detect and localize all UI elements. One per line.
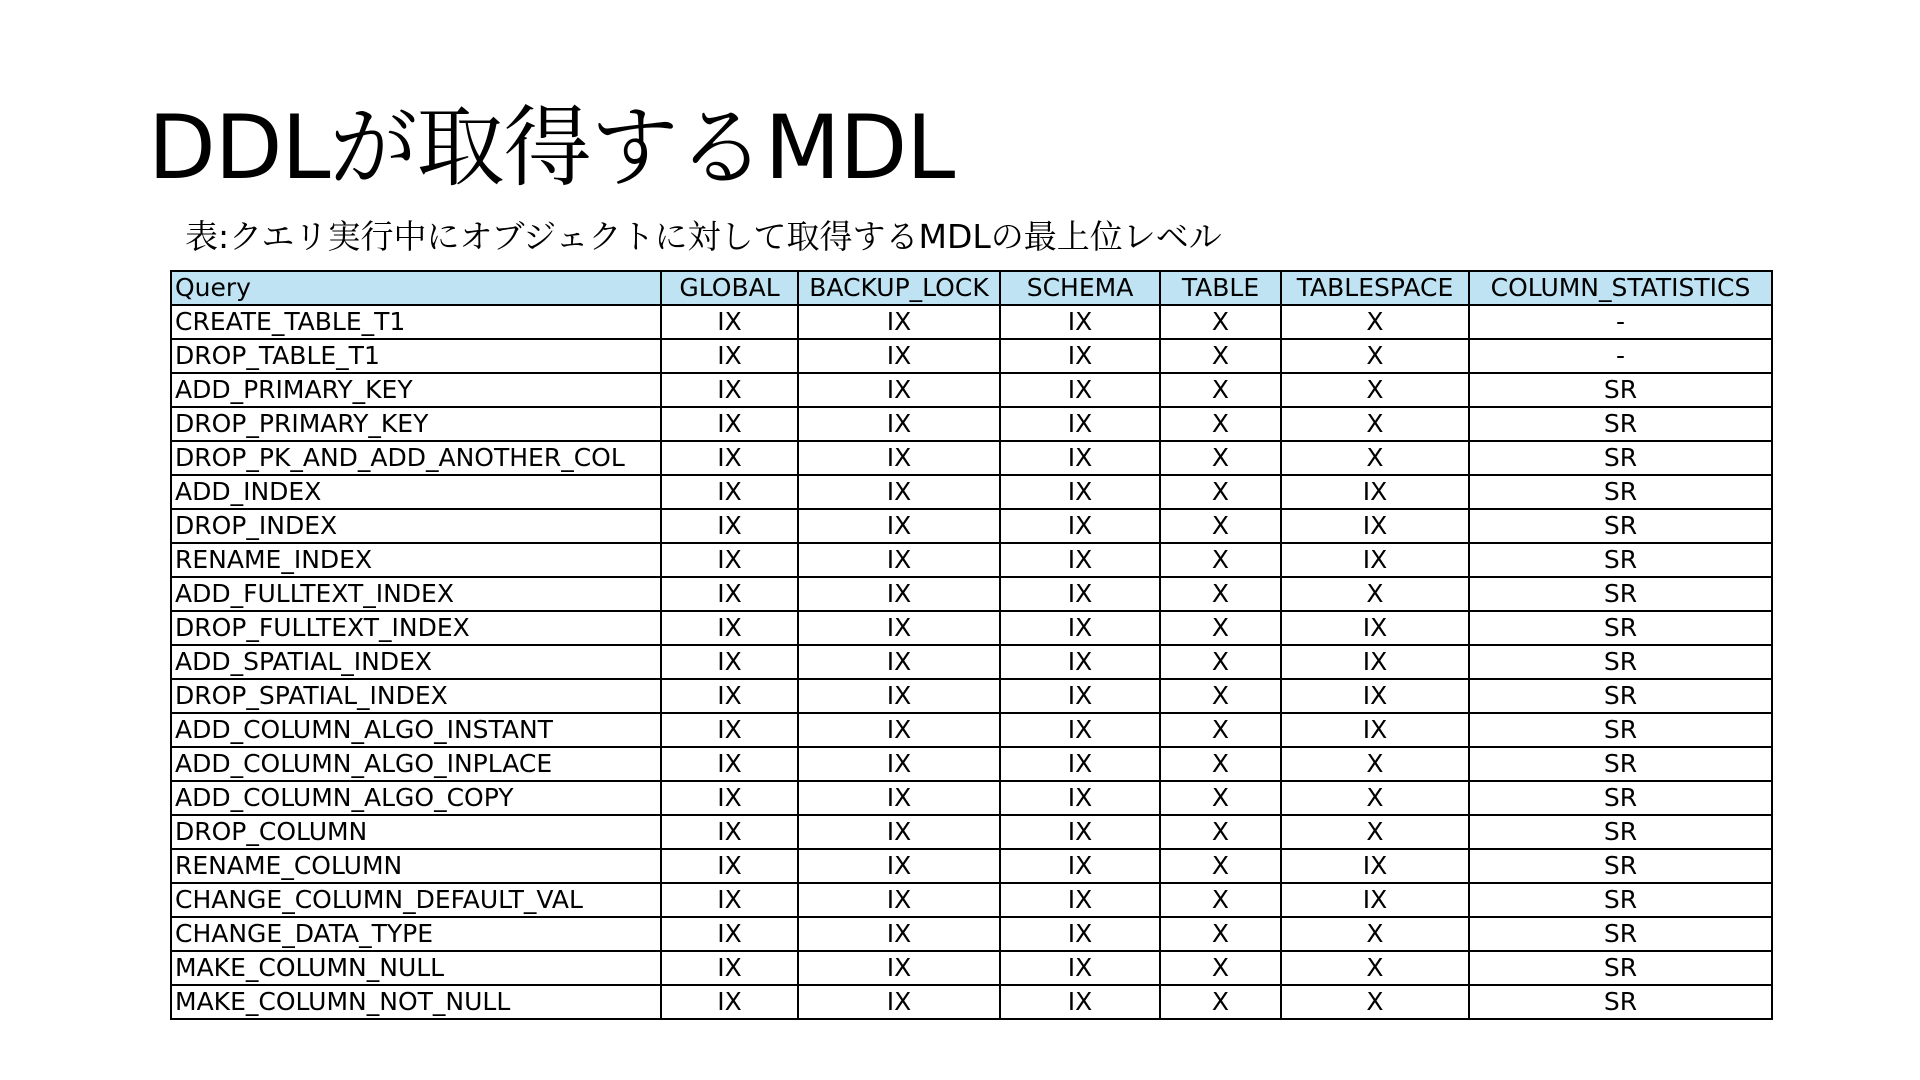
cell-table: X	[1160, 917, 1281, 951]
cell-column-statistics: SR	[1469, 951, 1772, 985]
cell-table: X	[1160, 509, 1281, 543]
cell-backup-lock: IX	[798, 679, 1000, 713]
cell-backup-lock: IX	[798, 373, 1000, 407]
cell-query: DROP_PK_AND_ADD_ANOTHER_COL	[171, 441, 661, 475]
cell-column-statistics: SR	[1469, 781, 1772, 815]
cell-query: ADD_COLUMN_ALGO_COPY	[171, 781, 661, 815]
cell-column-statistics: SR	[1469, 407, 1772, 441]
slide-title: DDLが取得するMDL	[148, 96, 955, 199]
table-row	[171, 577, 1772, 611]
cell-column-statistics: SR	[1469, 611, 1772, 645]
cell-table: X	[1160, 577, 1281, 611]
cell-query: DROP_TABLE_T1	[171, 339, 661, 373]
cell-global: IX	[661, 407, 798, 441]
table-row	[171, 339, 1772, 373]
cell-tablespace: X	[1281, 747, 1469, 781]
column-header-schema: SCHEMA	[1000, 271, 1160, 305]
cell-tablespace: IX	[1281, 475, 1469, 509]
cell-backup-lock: IX	[798, 441, 1000, 475]
cell-backup-lock: IX	[798, 951, 1000, 985]
cell-query: CREATE_TABLE_T1	[171, 305, 661, 339]
cell-table: X	[1160, 781, 1281, 815]
cell-tablespace: X	[1281, 373, 1469, 407]
column-header-backup-lock: BACKUP_LOCK	[798, 271, 1000, 305]
cell-query: ADD_PRIMARY_KEY	[171, 373, 661, 407]
table-row	[171, 475, 1772, 509]
cell-schema: IX	[1000, 917, 1160, 951]
cell-tablespace: IX	[1281, 849, 1469, 883]
cell-table: X	[1160, 747, 1281, 781]
cell-table: X	[1160, 373, 1281, 407]
cell-backup-lock: IX	[798, 747, 1000, 781]
cell-global: IX	[661, 509, 798, 543]
cell-schema: IX	[1000, 713, 1160, 747]
cell-table: X	[1160, 815, 1281, 849]
cell-global: IX	[661, 577, 798, 611]
cell-global: IX	[661, 339, 798, 373]
cell-tablespace: IX	[1281, 509, 1469, 543]
cell-backup-lock: IX	[798, 611, 1000, 645]
cell-schema: IX	[1000, 679, 1160, 713]
cell-column-statistics: SR	[1469, 543, 1772, 577]
cell-global: IX	[661, 441, 798, 475]
table-row	[171, 543, 1772, 577]
table-row	[171, 781, 1772, 815]
cell-tablespace: IX	[1281, 645, 1469, 679]
cell-schema: IX	[1000, 611, 1160, 645]
table-body	[171, 305, 1772, 1019]
cell-query: DROP_INDEX	[171, 509, 661, 543]
cell-global: IX	[661, 815, 798, 849]
cell-global: IX	[661, 713, 798, 747]
cell-backup-lock: IX	[798, 781, 1000, 815]
cell-backup-lock: IX	[798, 985, 1000, 1019]
cell-tablespace: IX	[1281, 611, 1469, 645]
cell-table: X	[1160, 441, 1281, 475]
cell-query: RENAME_COLUMN	[171, 849, 661, 883]
cell-column-statistics: SR	[1469, 917, 1772, 951]
table-header-row	[171, 271, 1772, 305]
cell-query: ADD_INDEX	[171, 475, 661, 509]
cell-column-statistics: SR	[1469, 441, 1772, 475]
column-header-tablespace: TABLESPACE	[1281, 271, 1469, 305]
cell-schema: IX	[1000, 815, 1160, 849]
cell-table: X	[1160, 543, 1281, 577]
cell-tablespace: IX	[1281, 713, 1469, 747]
cell-column-statistics: SR	[1469, 849, 1772, 883]
cell-global: IX	[661, 951, 798, 985]
cell-backup-lock: IX	[798, 713, 1000, 747]
cell-backup-lock: IX	[798, 407, 1000, 441]
cell-global: IX	[661, 305, 798, 339]
table-row	[171, 679, 1772, 713]
cell-tablespace: IX	[1281, 883, 1469, 917]
cell-global: IX	[661, 985, 798, 1019]
cell-query: ADD_FULLTEXT_INDEX	[171, 577, 661, 611]
cell-tablespace: X	[1281, 305, 1469, 339]
cell-query: MAKE_COLUMN_NOT_NULL	[171, 985, 661, 1019]
cell-tablespace: X	[1281, 781, 1469, 815]
cell-backup-lock: IX	[798, 917, 1000, 951]
cell-global: IX	[661, 781, 798, 815]
cell-column-statistics: SR	[1469, 475, 1772, 509]
cell-backup-lock: IX	[798, 577, 1000, 611]
cell-query: ADD_COLUMN_ALGO_INSTANT	[171, 713, 661, 747]
cell-query: MAKE_COLUMN_NULL	[171, 951, 661, 985]
cell-schema: IX	[1000, 339, 1160, 373]
cell-column-statistics: SR	[1469, 679, 1772, 713]
table-row	[171, 747, 1772, 781]
mdl-table	[170, 270, 1773, 1020]
table-row	[171, 917, 1772, 951]
cell-column-statistics: SR	[1469, 747, 1772, 781]
cell-table: X	[1160, 849, 1281, 883]
cell-table: X	[1160, 679, 1281, 713]
table-row	[171, 713, 1772, 747]
cell-backup-lock: IX	[798, 849, 1000, 883]
column-header-column-statistics: COLUMN_STATISTICS	[1469, 271, 1772, 305]
table-row	[171, 645, 1772, 679]
cell-table: X	[1160, 883, 1281, 917]
cell-backup-lock: IX	[798, 509, 1000, 543]
cell-schema: IX	[1000, 781, 1160, 815]
cell-tablespace: X	[1281, 985, 1469, 1019]
cell-tablespace: X	[1281, 441, 1469, 475]
cell-column-statistics: SR	[1469, 645, 1772, 679]
cell-backup-lock: IX	[798, 339, 1000, 373]
cell-global: IX	[661, 883, 798, 917]
cell-query: RENAME_INDEX	[171, 543, 661, 577]
column-header-table: TABLE	[1160, 271, 1281, 305]
cell-query: CHANGE_COLUMN_DEFAULT_VAL	[171, 883, 661, 917]
cell-schema: IX	[1000, 747, 1160, 781]
cell-schema: IX	[1000, 645, 1160, 679]
cell-column-statistics: -	[1469, 305, 1772, 339]
cell-tablespace: X	[1281, 815, 1469, 849]
cell-global: IX	[661, 543, 798, 577]
cell-table: X	[1160, 339, 1281, 373]
cell-column-statistics: -	[1469, 339, 1772, 373]
cell-query: DROP_PRIMARY_KEY	[171, 407, 661, 441]
cell-schema: IX	[1000, 951, 1160, 985]
cell-table: X	[1160, 611, 1281, 645]
cell-global: IX	[661, 475, 798, 509]
cell-global: IX	[661, 645, 798, 679]
table-caption: 表:クエリ実行中にオブジェクトに対して取得するMDLの最上位レベル	[185, 217, 1222, 256]
cell-query: DROP_COLUMN	[171, 815, 661, 849]
cell-tablespace: IX	[1281, 543, 1469, 577]
cell-schema: IX	[1000, 475, 1160, 509]
cell-query: ADD_SPATIAL_INDEX	[171, 645, 661, 679]
cell-column-statistics: SR	[1469, 577, 1772, 611]
table-row	[171, 441, 1772, 475]
column-header-global: GLOBAL	[661, 271, 798, 305]
cell-table: X	[1160, 475, 1281, 509]
cell-table: X	[1160, 305, 1281, 339]
cell-schema: IX	[1000, 509, 1160, 543]
column-header-query: Query	[171, 271, 661, 305]
cell-backup-lock: IX	[798, 543, 1000, 577]
cell-tablespace: X	[1281, 339, 1469, 373]
cell-global: IX	[661, 917, 798, 951]
cell-query: DROP_FULLTEXT_INDEX	[171, 611, 661, 645]
table-row	[171, 373, 1772, 407]
cell-tablespace: X	[1281, 407, 1469, 441]
cell-backup-lock: IX	[798, 475, 1000, 509]
cell-schema: IX	[1000, 883, 1160, 917]
cell-column-statistics: SR	[1469, 883, 1772, 917]
cell-tablespace: X	[1281, 917, 1469, 951]
table-row	[171, 305, 1772, 339]
cell-global: IX	[661, 679, 798, 713]
cell-column-statistics: SR	[1469, 815, 1772, 849]
cell-table: X	[1160, 951, 1281, 985]
cell-table: X	[1160, 985, 1281, 1019]
table-row	[171, 985, 1772, 1019]
cell-backup-lock: IX	[798, 645, 1000, 679]
cell-schema: IX	[1000, 373, 1160, 407]
cell-schema: IX	[1000, 305, 1160, 339]
cell-schema: IX	[1000, 849, 1160, 883]
cell-backup-lock: IX	[798, 883, 1000, 917]
cell-schema: IX	[1000, 577, 1160, 611]
cell-query: ADD_COLUMN_ALGO_INPLACE	[171, 747, 661, 781]
cell-global: IX	[661, 611, 798, 645]
cell-column-statistics: SR	[1469, 985, 1772, 1019]
cell-global: IX	[661, 849, 798, 883]
cell-backup-lock: IX	[798, 815, 1000, 849]
cell-query: DROP_SPATIAL_INDEX	[171, 679, 661, 713]
cell-column-statistics: SR	[1469, 373, 1772, 407]
cell-global: IX	[661, 373, 798, 407]
table-row	[171, 849, 1772, 883]
table-row	[171, 951, 1772, 985]
table-row	[171, 407, 1772, 441]
cell-tablespace: IX	[1281, 679, 1469, 713]
cell-schema: IX	[1000, 441, 1160, 475]
cell-schema: IX	[1000, 985, 1160, 1019]
cell-column-statistics: SR	[1469, 713, 1772, 747]
table-row	[171, 883, 1772, 917]
table-row	[171, 815, 1772, 849]
cell-schema: IX	[1000, 543, 1160, 577]
cell-table: X	[1160, 713, 1281, 747]
cell-query: CHANGE_DATA_TYPE	[171, 917, 661, 951]
cell-backup-lock: IX	[798, 305, 1000, 339]
cell-global: IX	[661, 747, 798, 781]
table-row	[171, 509, 1772, 543]
cell-table: X	[1160, 407, 1281, 441]
cell-column-statistics: SR	[1469, 509, 1772, 543]
table-row	[171, 611, 1772, 645]
cell-table: X	[1160, 645, 1281, 679]
cell-tablespace: X	[1281, 577, 1469, 611]
cell-schema: IX	[1000, 407, 1160, 441]
cell-tablespace: X	[1281, 951, 1469, 985]
